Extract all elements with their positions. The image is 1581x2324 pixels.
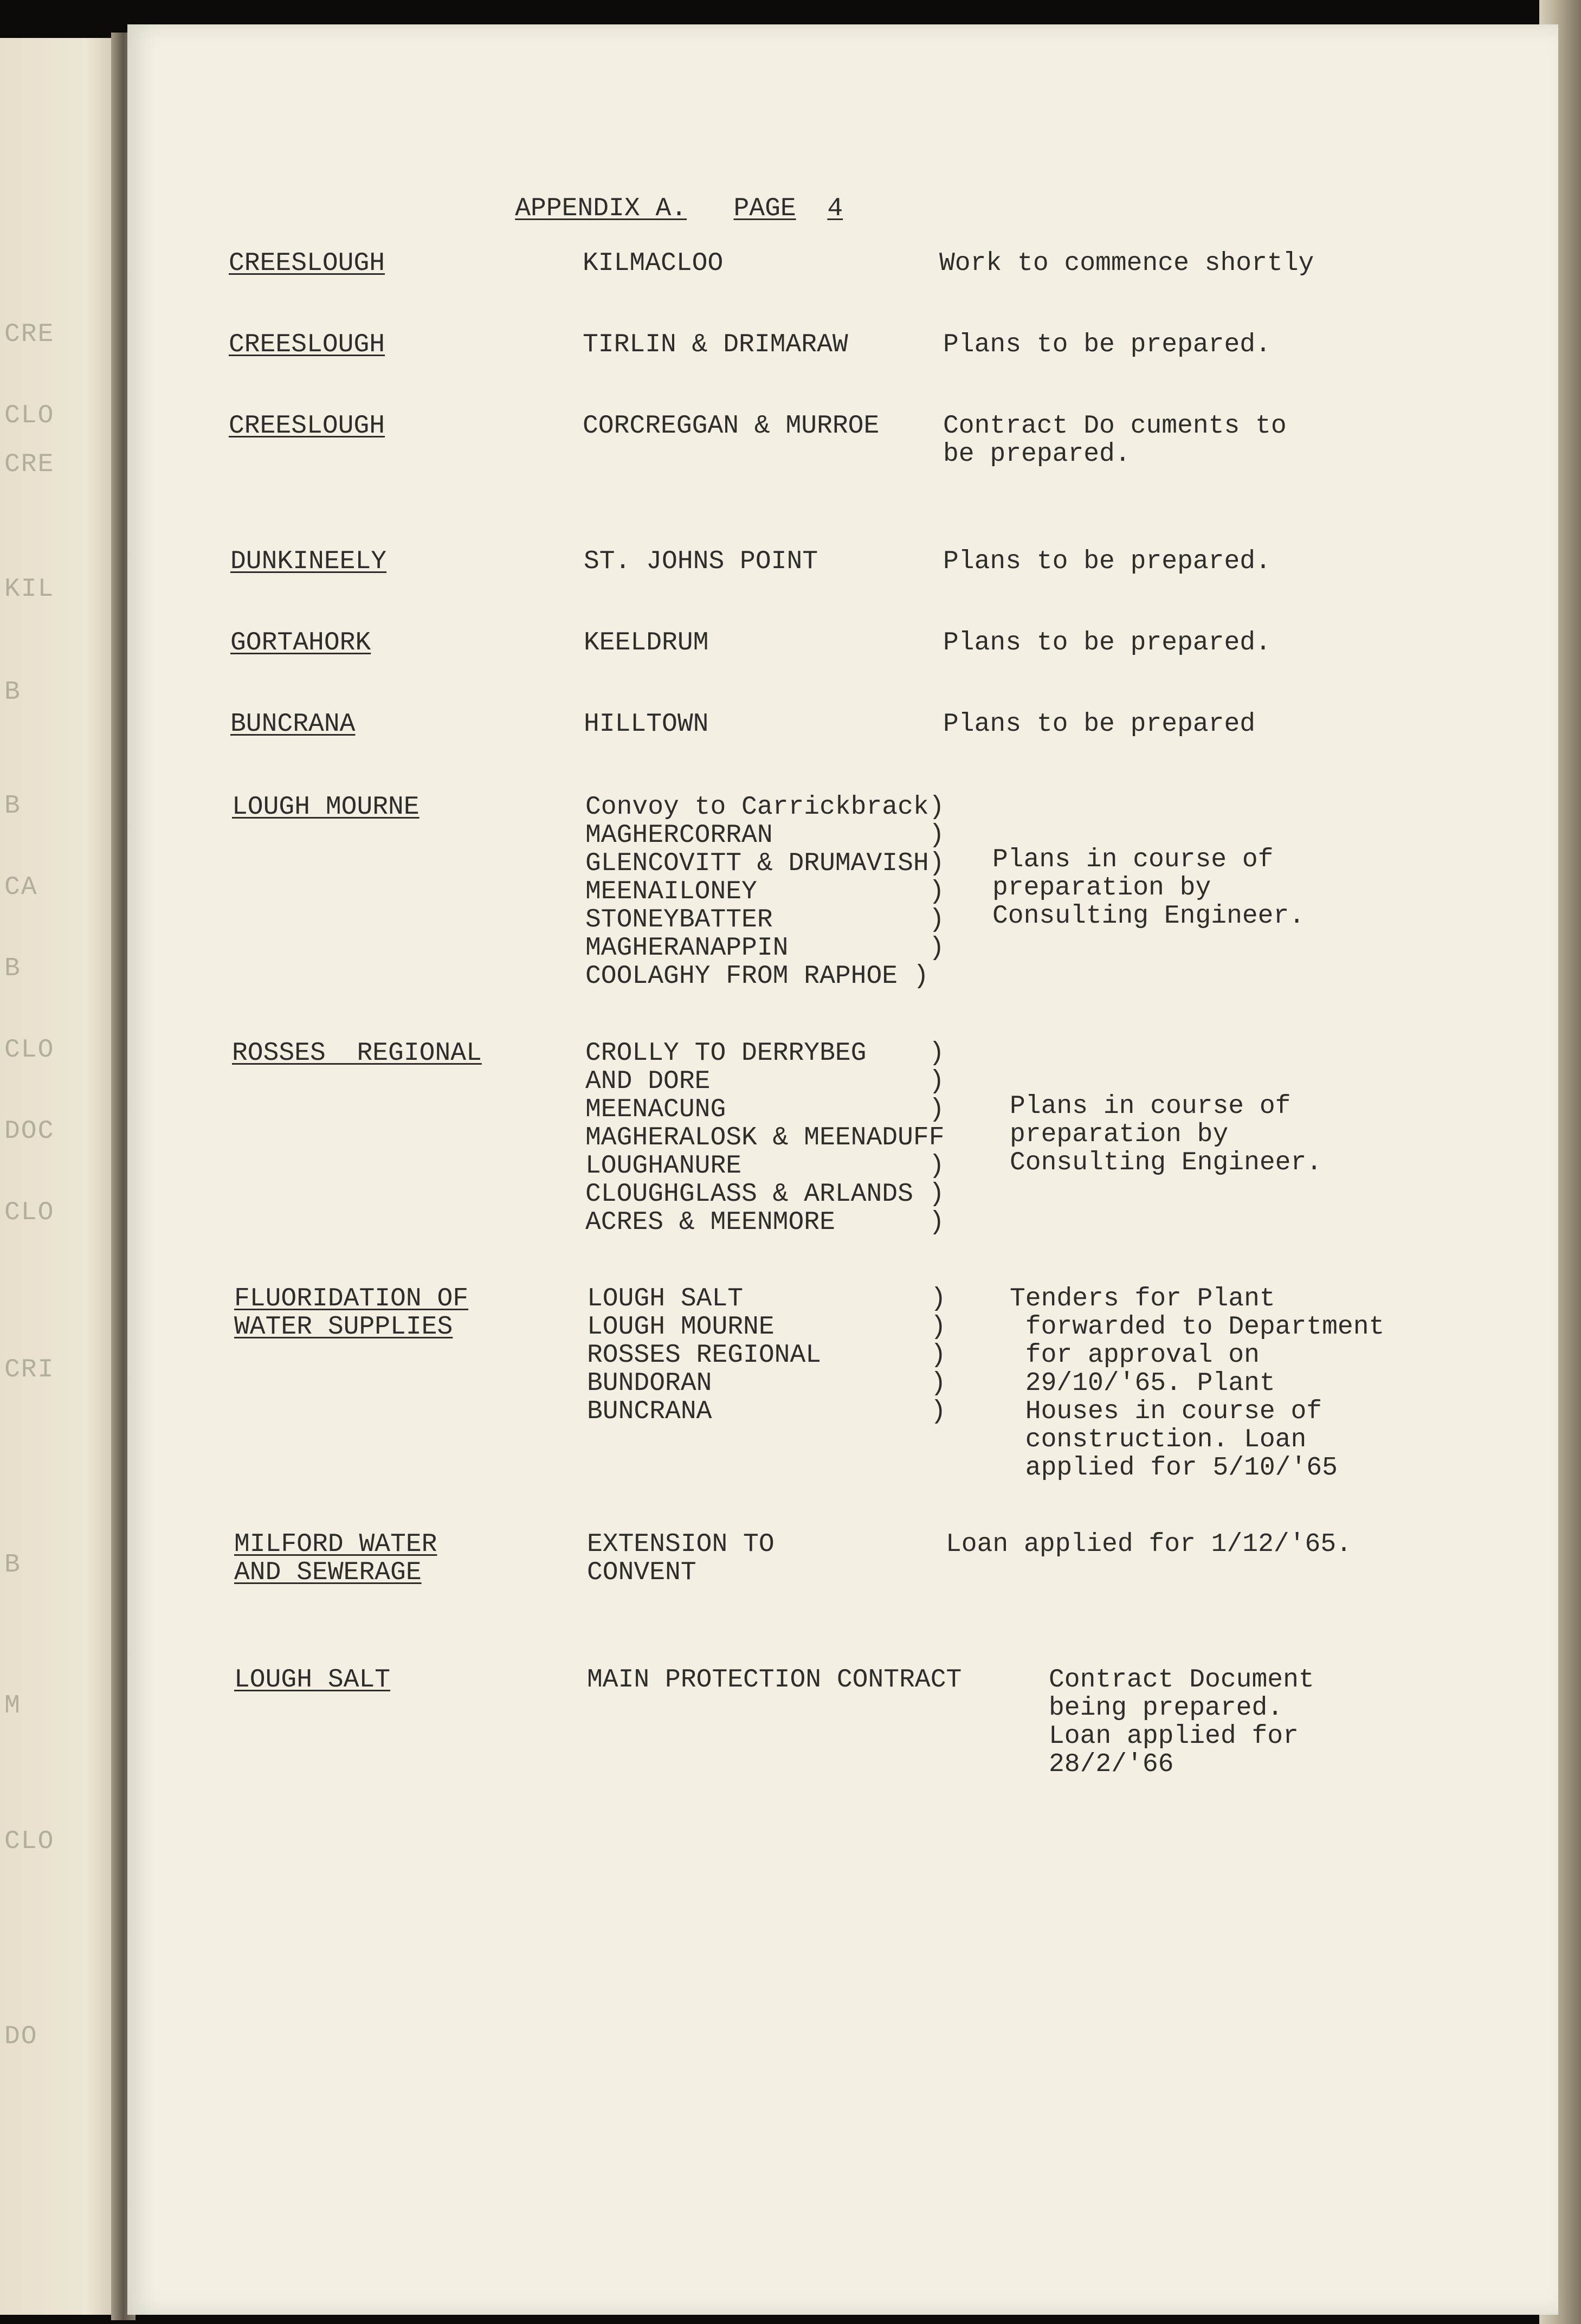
- status-text: Loan applied for 1/12/'65.: [946, 1530, 1352, 1559]
- scheme-name: ST. JOHNS POINT: [584, 547, 818, 576]
- left-page-fragment: B: [4, 1550, 21, 1580]
- status-text: Plans to be prepared: [943, 710, 1256, 739]
- scheme-name: KILMACLOO: [583, 249, 724, 278]
- status-text: Contract Do cuments to be prepared.: [943, 411, 1287, 469]
- left-page-fragment: CLO: [4, 401, 55, 430]
- area-name: DUNKINEELY: [230, 547, 387, 576]
- scheme-list: LOUGH SALT ) LOUGH MOURNE ) ROSSES REGIONAL ) BUNDORAN ) BUNCRANA ): [587, 1284, 946, 1426]
- left-page-fragment: KIL: [4, 575, 55, 604]
- area-name: ROSSES REGIONAL: [232, 1039, 482, 1068]
- status-text: Plans in course of preparation by Consulting Engineer.: [992, 845, 1305, 931]
- scheme-name: EXTENSION TO CONVENT: [587, 1530, 775, 1587]
- scheme-name: HILLTOWN: [584, 710, 709, 739]
- left-page-fragment: DOC: [4, 1117, 55, 1146]
- area-name: CREESLOUGH: [229, 330, 385, 359]
- left-page-fragment: B: [4, 678, 21, 707]
- left-page-fragment: M: [4, 1691, 21, 1721]
- status-text: Plans to be prepared.: [943, 330, 1271, 359]
- scheme-list: Convoy to Carrickbrack) MAGHERCORRAN ) GLENCOVITT & DRUMAVISH) MEENAILONEY ) STONEYBATTER ) MAGHERANAPPIN ) COOLAGHY FROM RAPHOE ): [585, 793, 945, 991]
- left-page-fragment: CLO: [4, 1198, 55, 1227]
- scheme-name: TIRLIN & DRIMARAW: [583, 330, 848, 359]
- area-name: LOUGH MOURNE: [232, 793, 420, 822]
- left-page-fragment: CRE: [4, 450, 55, 479]
- area-name: CREESLOUGH: [229, 411, 385, 441]
- left-page-fragment: CRE: [4, 320, 55, 349]
- area-name: BUNCRANA: [230, 710, 356, 739]
- status-text: Plans to be prepared.: [943, 628, 1271, 658]
- left-page-fragment: CA: [4, 873, 38, 902]
- page-header: [453, 166, 843, 251]
- page-label: PAGE: [733, 194, 796, 223]
- left-page-fragment: CLO: [4, 1035, 55, 1065]
- page-number: 4: [827, 194, 843, 223]
- appendix-label: APPENDIX A.: [515, 194, 687, 223]
- scheme-name: KEELDRUM: [584, 628, 709, 658]
- left-page-fragment: CRI: [4, 1355, 55, 1385]
- status-text: Work to commence shortly: [939, 249, 1314, 278]
- status-text: Contract Document being prepared. Loan applied for 28/2/'66: [1049, 1665, 1314, 1779]
- area-name: FLUORIDATION OF WATER SUPPLIES: [234, 1284, 469, 1342]
- status-text: Plans to be prepared.: [943, 547, 1271, 576]
- left-page-fragment: DO: [4, 2022, 38, 2051]
- area-name: MILFORD WATER AND SEWERAGE: [234, 1530, 437, 1587]
- left-page-fragment: CLO: [4, 1827, 55, 1856]
- left-page-edge: [0, 38, 125, 2315]
- area-name: GORTAHORK: [230, 628, 371, 658]
- status-text: Tenders for Plant forwarded to Department for approval on 29/10/'65. Plant Houses in course of construction. Loan applied for 5/10/'65: [1010, 1284, 1385, 1483]
- left-page-fragment: B: [4, 791, 21, 821]
- area-name: LOUGH SALT: [234, 1665, 391, 1695]
- scheme-name: MAIN PROTECTION CONTRACT: [587, 1665, 962, 1695]
- status-text: Plans in course of preparation by Consulting Engineer.: [1010, 1092, 1322, 1177]
- left-page-fragment: B: [4, 954, 21, 983]
- scheme-list: CROLLY TO DERRYBEG ) AND DORE ) MEENACUNG ) MAGHERALOSK & MEENADUFF LOUGHANURE ) CLOUGHGLASS & ARLANDS ) ACRES & MEENMORE ): [585, 1039, 945, 1237]
- document-page: [127, 24, 1558, 2315]
- scheme-name: CORCREGGAN & MURROE: [583, 411, 880, 441]
- area-name: CREESLOUGH: [229, 249, 385, 278]
